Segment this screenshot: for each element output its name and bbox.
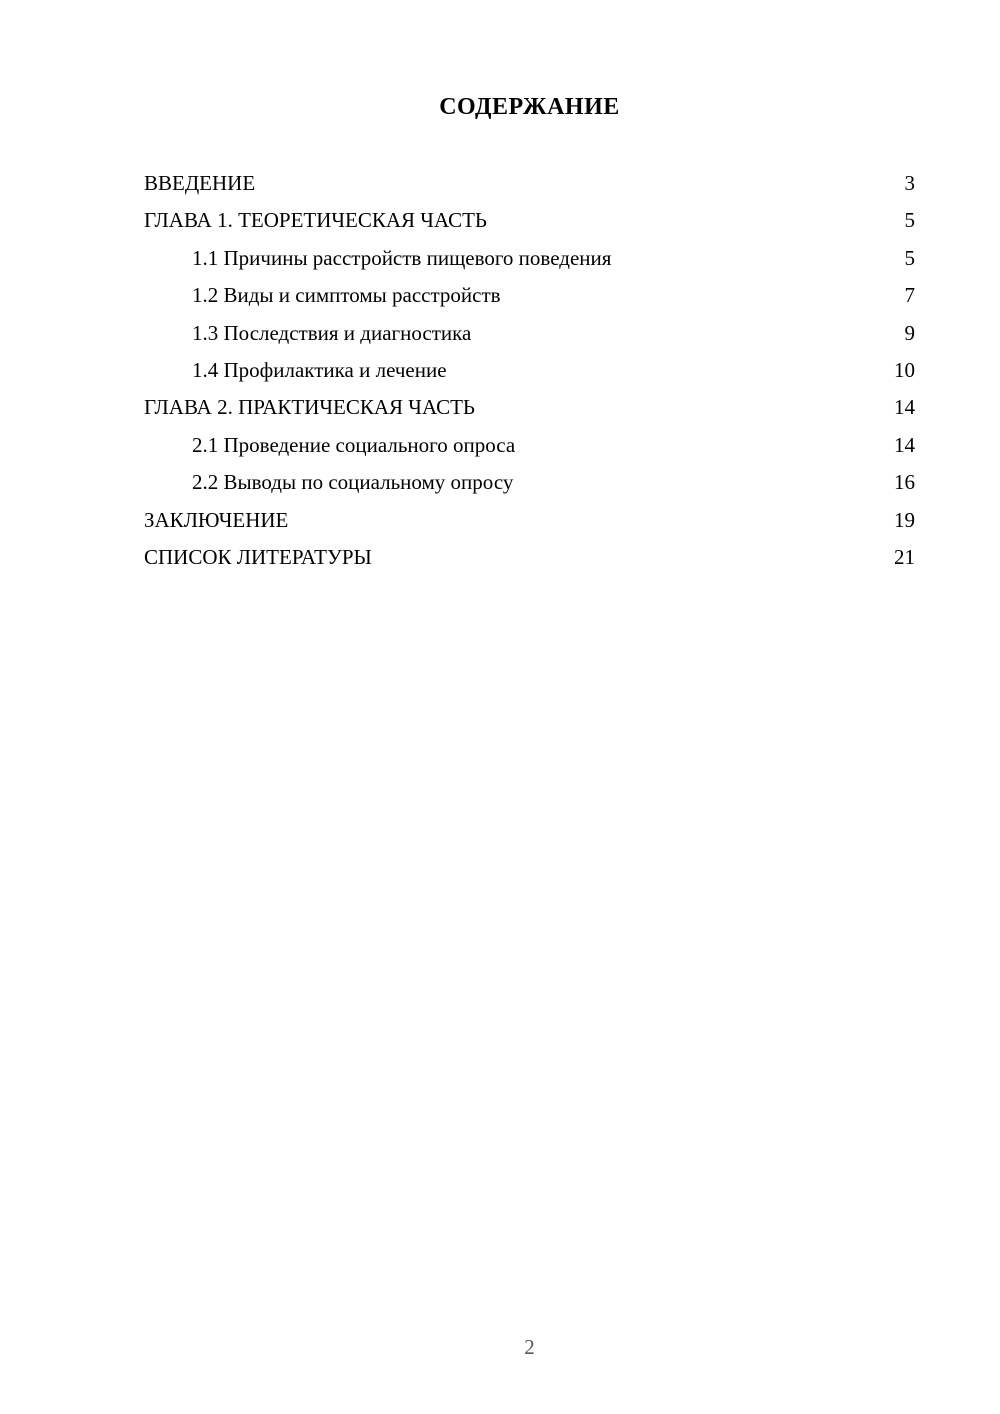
toc-entry xyxy=(144,427,915,464)
toc-entry xyxy=(144,202,915,239)
toc-entry-label: 1.3 Последствия и диагностика xyxy=(192,320,472,345)
toc-entry xyxy=(144,539,915,576)
toc-entry xyxy=(144,389,915,426)
toc-entry-label: СПИСОК ЛИТЕРАТУРЫ xyxy=(144,544,372,569)
toc-entry-label: ЗАКЛЮЧЕНИЕ xyxy=(144,507,289,532)
toc-entry-label: ВВЕДЕНИЕ xyxy=(144,171,256,195)
toc-entry-page: 14 xyxy=(894,432,915,457)
toc-entry xyxy=(144,315,915,352)
toc-entry-page: 16 xyxy=(894,470,915,495)
toc-entry-label: 1.1 Причины расстройств пищевого поведения xyxy=(192,245,612,270)
toc-entry-label: ГЛАВА 1. ТЕОРЕТИЧЕСКАЯ ЧАСТЬ xyxy=(144,208,487,233)
toc-entry-page: 7 xyxy=(904,283,915,308)
toc-entry xyxy=(144,352,915,389)
toc-entry xyxy=(144,464,915,501)
toc-entry-label: ГЛАВА 2. ПРАКТИЧЕСКАЯ ЧАСТЬ xyxy=(144,395,475,420)
toc-entry-label: 1.4 Профилактика и лечение xyxy=(192,357,447,382)
page-title: СОДЕРЖАНИЕ xyxy=(439,94,620,120)
toc-entry-page: 19 xyxy=(894,507,915,532)
toc-entry-page: 3 xyxy=(904,171,915,195)
toc-entry-label: 1.2 Виды и симптомы расстройств xyxy=(192,283,501,308)
toc-entry-label: 2.1 Проведение социального опроса xyxy=(192,432,516,457)
toc-entry-label: 2.2 Выводы по социальному опросу xyxy=(192,470,514,495)
footer-page-number: 2 xyxy=(524,1335,535,1359)
toc-entry-page: 9 xyxy=(904,320,915,345)
table-of-contents xyxy=(144,165,915,576)
toc-entry xyxy=(144,240,915,277)
toc-entry-page: 14 xyxy=(894,395,915,420)
toc-entry xyxy=(144,277,915,314)
toc-entry-page: 10 xyxy=(894,357,915,382)
toc-entry xyxy=(144,502,915,539)
toc-entry-page: 5 xyxy=(904,245,915,270)
toc-entry xyxy=(144,165,915,202)
toc-entry-page: 5 xyxy=(904,208,915,233)
toc-entry-page: 21 xyxy=(894,544,915,569)
